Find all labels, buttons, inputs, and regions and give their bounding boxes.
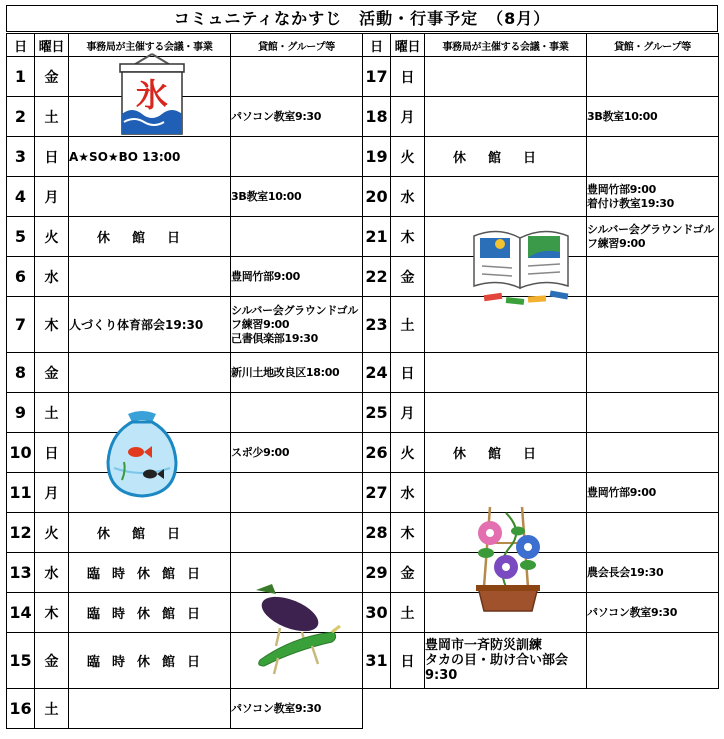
day-number: 12: [7, 513, 35, 553]
rental-group-cell: [231, 177, 363, 217]
office-event-cell: [69, 689, 231, 729]
weekday: 火: [391, 433, 425, 473]
weekday: 月: [391, 393, 425, 433]
day-number: 29: [363, 553, 391, 593]
day-number: 8: [7, 353, 35, 393]
header-rentals: 貸館・グループ等: [587, 34, 719, 57]
goldfish-bag-icon: [100, 408, 184, 500]
header-office-events: 事務局が主催する会議・事業: [425, 34, 587, 57]
day-number: 21: [363, 217, 391, 257]
table-row: [7, 353, 363, 393]
office-event-text: 臨時休館日: [86, 567, 212, 582]
day-number: 4: [7, 177, 35, 217]
rental-group-cell: [587, 553, 719, 593]
office-event-cell: [425, 633, 587, 689]
weekday: 月: [35, 473, 69, 513]
rental-group-cell: [587, 257, 719, 297]
rental-group-text: 農会長会19:30: [587, 565, 664, 579]
rental-group-text: パソコン教室9:30: [231, 109, 322, 123]
table-row: [7, 257, 363, 297]
day-number: 3: [7, 137, 35, 177]
day-number: 26: [363, 433, 391, 473]
weekday: 土: [35, 689, 69, 729]
closed-day-cell: [69, 633, 231, 689]
header-weekday: 曜日: [391, 34, 425, 57]
weekday: 木: [391, 217, 425, 257]
header-day: 日: [7, 34, 35, 57]
rental-group-cell: [231, 217, 363, 257]
rental-group-cell: [587, 473, 719, 513]
table-row: [363, 177, 719, 217]
closed-day-cell: [69, 217, 231, 257]
rental-group-text: 3B教室10:00: [587, 109, 658, 123]
day-number: 28: [363, 513, 391, 553]
office-event-cell: [425, 57, 587, 97]
rental-group-cell: [587, 57, 719, 97]
office-event-cell: [425, 97, 587, 137]
book-crayons-icon: [470, 222, 574, 314]
table-row: [7, 433, 363, 473]
kakigori-ice-flag-icon: [112, 52, 192, 138]
weekday: 月: [35, 177, 69, 217]
rental-group-text: 豊岡竹部9:00 着付け教室19:30: [587, 182, 675, 210]
day-number: 11: [7, 473, 35, 513]
office-event-text: 臨時休館日: [86, 655, 212, 670]
day-number: 7: [7, 297, 35, 353]
weekday: 日: [35, 433, 69, 473]
office-event-text: 人づくり体育部会19:30: [69, 318, 204, 332]
rental-group-text: パソコン教室9:30: [231, 701, 322, 715]
office-event-text: 豊岡市一斉防災訓練 タカの目・助け合い部会 9:30: [425, 638, 569, 683]
weekday: 木: [35, 297, 69, 353]
rental-group-cell: [587, 297, 719, 353]
rental-group-cell: [231, 513, 363, 553]
weekday: 土: [391, 297, 425, 353]
table-header-row: [363, 34, 719, 57]
day-number: 31: [363, 633, 391, 689]
rental-group-cell: [587, 353, 719, 393]
rental-group-cell: [231, 137, 363, 177]
weekday: 土: [35, 393, 69, 433]
weekday: 土: [35, 97, 69, 137]
weekday: 火: [35, 217, 69, 257]
office-event-cell: [69, 137, 231, 177]
table-row: [7, 393, 363, 433]
table-row: [7, 137, 363, 177]
day-number: 22: [363, 257, 391, 297]
rental-group-cell: [231, 353, 363, 393]
table-row: [7, 473, 363, 513]
day-number: 1: [7, 57, 35, 97]
rental-group-text: パソコン教室9:30: [587, 605, 678, 619]
day-number: 20: [363, 177, 391, 217]
table-row: [7, 177, 363, 217]
rental-group-cell: [231, 257, 363, 297]
weekday: 金: [35, 353, 69, 393]
rental-group-cell: [231, 297, 363, 353]
closed-day-cell: [425, 137, 587, 177]
rental-group-text: 豊岡竹部9:00: [231, 269, 300, 283]
day-number: 24: [363, 353, 391, 393]
weekday: 金: [391, 553, 425, 593]
rental-group-cell: [231, 473, 363, 513]
weekday: 水: [35, 553, 69, 593]
weekday: 日: [391, 353, 425, 393]
weekday: 月: [391, 97, 425, 137]
office-event-cell: [69, 297, 231, 353]
table-row: [363, 137, 719, 177]
office-event-text: A★SO★BO 13:00: [69, 149, 181, 164]
header-day: 日: [363, 34, 391, 57]
weekday: 金: [391, 257, 425, 297]
day-number: 19: [363, 137, 391, 177]
table-row: [363, 393, 719, 433]
rental-group-cell: [587, 97, 719, 137]
office-event-text: 休館日: [96, 231, 202, 246]
closed-day-cell: [69, 553, 231, 593]
page-title: コミュニティなかすじ 活動・行事予定 （8月）: [6, 5, 718, 32]
closed-day-cell: [69, 593, 231, 633]
day-number: 2: [7, 97, 35, 137]
rental-group-text: 3B教室10:00: [231, 189, 302, 203]
weekday: 木: [391, 513, 425, 553]
rental-group-cell: [587, 433, 719, 473]
rental-group-cell: [231, 97, 363, 137]
table-row: [7, 217, 363, 257]
rental-group-cell: [587, 137, 719, 177]
rental-group-text: シルバー会グラウンドゴルフ練習9:00: [587, 222, 714, 250]
eggplant-cucumber-icon: [250, 580, 342, 676]
rental-group-cell: [587, 593, 719, 633]
table-row: [363, 57, 719, 97]
rental-group-cell: [231, 689, 363, 729]
day-number: 5: [7, 217, 35, 257]
office-event-cell: [425, 177, 587, 217]
rental-group-text: 新川土地改良区18:00: [231, 365, 340, 379]
rental-group-cell: [587, 633, 719, 689]
day-number: 27: [363, 473, 391, 513]
table-row: [7, 297, 363, 353]
day-number: 17: [363, 57, 391, 97]
rental-group-text: シルバー会グラウンドゴルフ練習9:00 己書倶楽部19:30: [231, 303, 358, 345]
office-event-text: 臨時休館日: [86, 607, 212, 622]
table-row: [363, 433, 719, 473]
rental-group-text: 豊岡竹部9:00: [587, 485, 656, 499]
day-number: 30: [363, 593, 391, 633]
day-number: 6: [7, 257, 35, 297]
header-office-events: 事務局が主催する会議・事業: [69, 34, 231, 57]
office-event-cell: [425, 393, 587, 433]
table-row: [7, 689, 363, 729]
weekday: 土: [391, 593, 425, 633]
rental-group-cell: [587, 393, 719, 433]
rental-group-cell: [587, 217, 719, 257]
closed-day-cell: [69, 513, 231, 553]
table-row: [363, 633, 719, 689]
office-event-text: 休館日: [96, 527, 202, 542]
weekday: 水: [391, 177, 425, 217]
weekday: 日: [391, 633, 425, 689]
table-row: [363, 353, 719, 393]
morning-glory-icon: [466, 503, 550, 613]
weekday: 日: [35, 137, 69, 177]
office-event-cell: [69, 177, 231, 217]
weekday: 日: [391, 57, 425, 97]
office-event-cell: [69, 257, 231, 297]
office-event-text: 休館日: [452, 447, 558, 462]
rental-group-text: スポ少9:00: [231, 445, 290, 459]
day-number: 23: [363, 297, 391, 353]
day-number: 10: [7, 433, 35, 473]
day-number: 9: [7, 393, 35, 433]
weekday: 金: [35, 633, 69, 689]
office-event-cell: [425, 353, 587, 393]
office-event-cell: [69, 353, 231, 393]
weekday: 金: [35, 57, 69, 97]
rental-group-cell: [231, 57, 363, 97]
day-number: 18: [363, 97, 391, 137]
rental-group-cell: [587, 513, 719, 553]
day-number: 25: [363, 393, 391, 433]
weekday: 水: [35, 257, 69, 297]
weekday: 水: [391, 473, 425, 513]
rental-group-cell: [587, 177, 719, 217]
weekday: 火: [35, 513, 69, 553]
table-row: [7, 513, 363, 553]
weekday: 木: [35, 593, 69, 633]
day-number: 16: [7, 689, 35, 729]
day-number: 14: [7, 593, 35, 633]
table-row: [363, 97, 719, 137]
kakigori-flag-text: 氷: [135, 76, 169, 114]
rental-group-cell: [231, 433, 363, 473]
header-weekday: 曜日: [35, 34, 69, 57]
office-event-text: 休館日: [452, 151, 558, 166]
day-number: 15: [7, 633, 35, 689]
day-number: 13: [7, 553, 35, 593]
header-rentals: 貸館・グループ等: [231, 34, 363, 57]
closed-day-cell: [425, 433, 587, 473]
weekday: 火: [391, 137, 425, 177]
rental-group-cell: [231, 393, 363, 433]
